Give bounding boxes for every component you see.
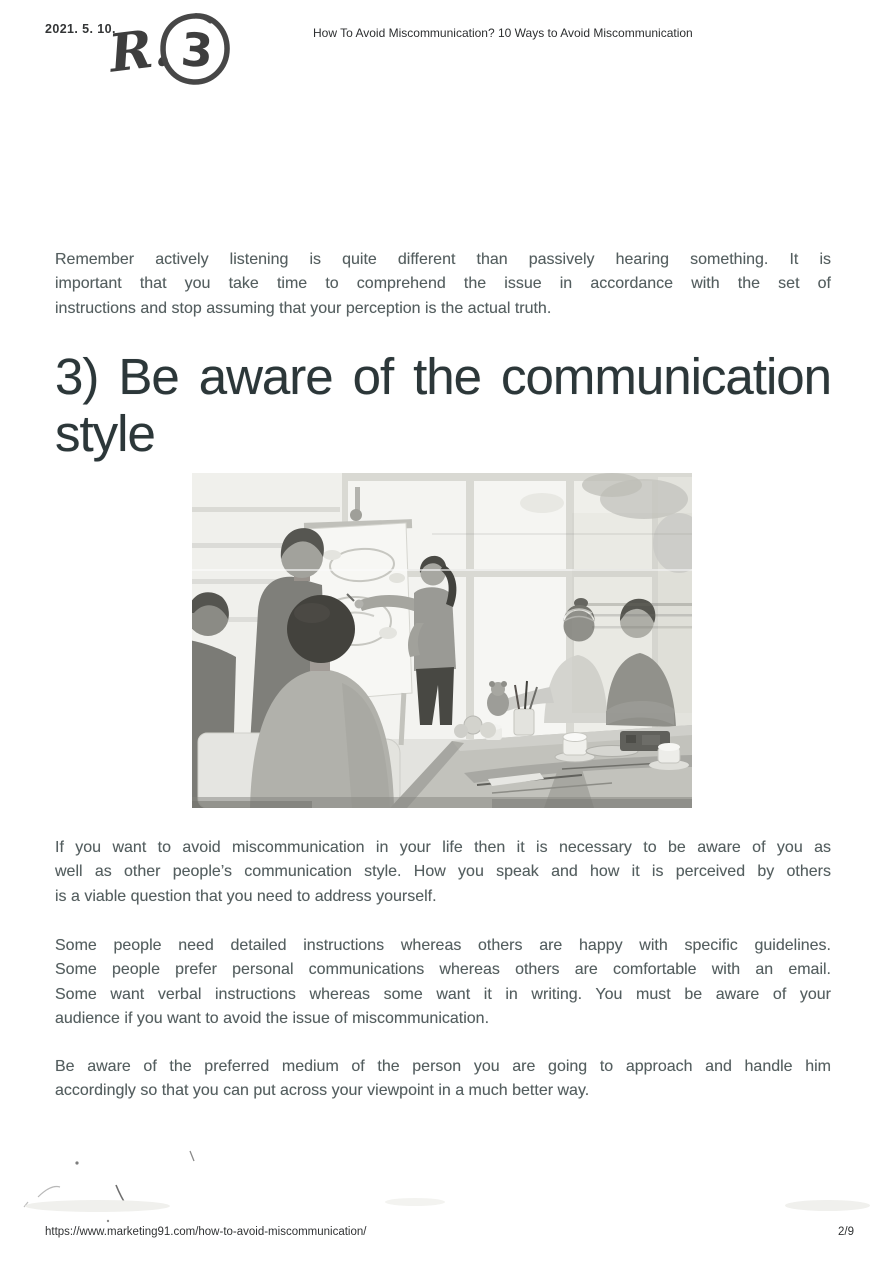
text-line: If you want to avoid miscommunication in your life then it is necessary to be aware of you as [55, 839, 831, 856]
scan-artifacts [192, 473, 692, 808]
body-paragraph [55, 836, 831, 909]
body-paragraph [55, 1055, 831, 1104]
text-line: accordingly so that you can put across your viewpoint in a much better way. [55, 1082, 590, 1100]
footer-url: https://www.marketing91.com/how-to-avoid-miscommunication/ [45, 1226, 367, 1238]
text-line: is a viable question that you need to address yourself. [55, 887, 437, 905]
text-line: Be aware of the preferred medium of the person you are going to approach and handle him [55, 1058, 831, 1075]
page-number: 2/9 [838, 1226, 854, 1238]
heading-line: style [55, 405, 155, 462]
heading-line: 3) Be aware of the communication [55, 348, 831, 405]
body-paragraph [55, 934, 831, 1032]
scan-smudge [385, 1198, 445, 1206]
text-line: Some want verbal instructions whereas some want it in writing. You must be aware of your [55, 985, 831, 1003]
print-date: 2021. 5. 10. [45, 22, 116, 36]
text-line: Some people need detailed instructions whereas others are happy with specific guidelines. [55, 937, 831, 954]
text-line: important that you take time to comprehend the issue in accordance with the set of [55, 275, 831, 293]
meeting-photo [192, 473, 692, 808]
scan-smudge [25, 1200, 170, 1212]
text-line: Some people prefer personal communications whereas others are comfortable with an email. [55, 961, 831, 979]
handwritten-annotation [103, 5, 241, 93]
circled-number: 3 [179, 22, 215, 79]
text-line: Remember actively listening is quite different than passively hearing something. It is [55, 251, 831, 268]
text-line: well as other people’s communication style. How you speak and how it is perceived by others [55, 863, 831, 881]
intro-paragraph [55, 248, 831, 321]
handwritten-letter: R. [105, 16, 175, 85]
section-heading [55, 348, 831, 462]
text-line: instructions and stop assuming that your perception is the actual truth. [55, 299, 552, 317]
document-title: How To Avoid Miscommunication? 10 Ways to Avoid Miscommunication [313, 26, 693, 40]
text-line: audience if you want to avoid the issue of miscommunication. [55, 1010, 490, 1028]
scan-smudge [785, 1200, 870, 1211]
